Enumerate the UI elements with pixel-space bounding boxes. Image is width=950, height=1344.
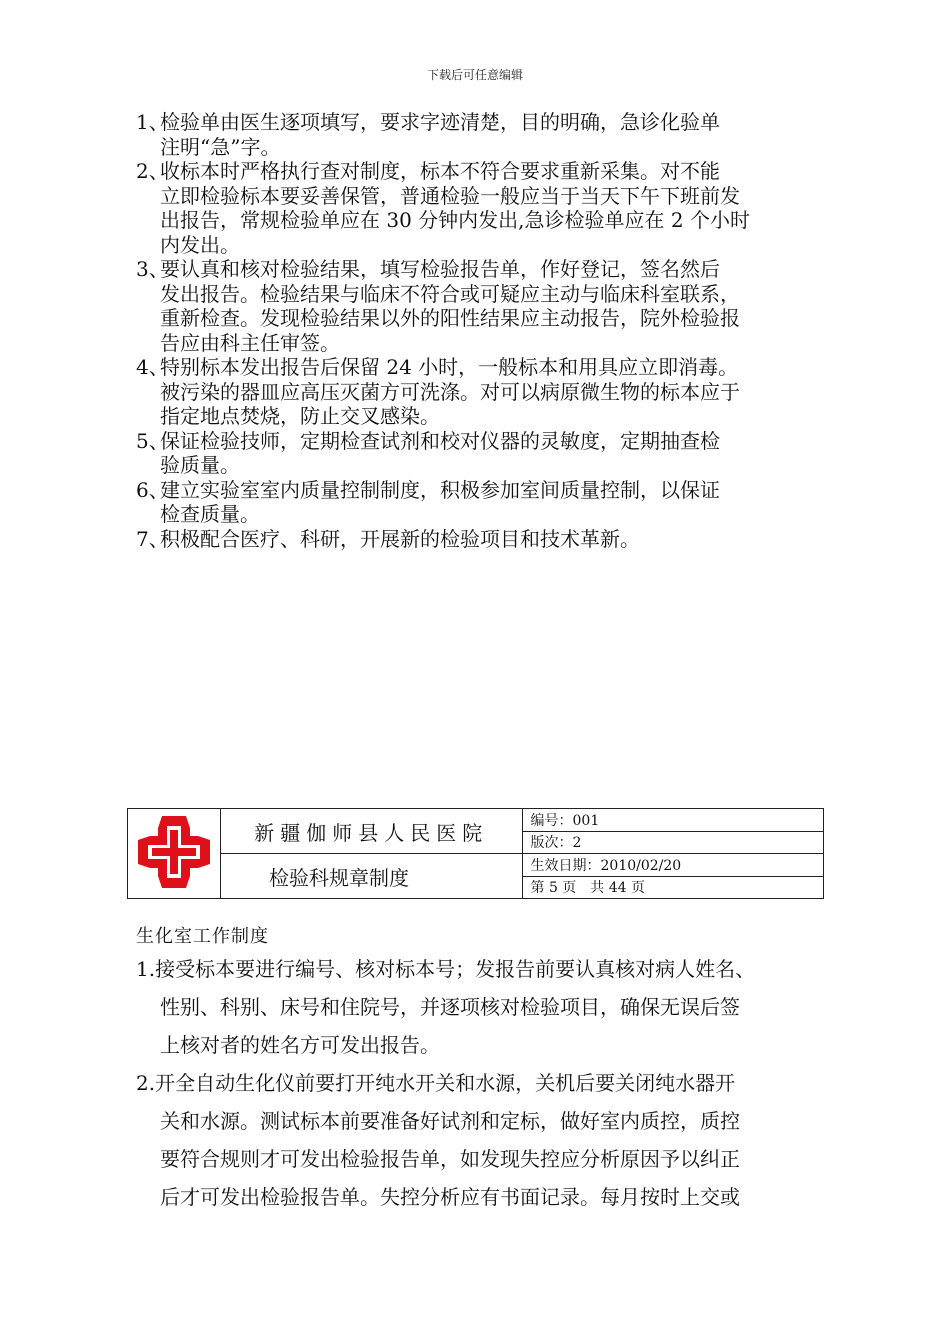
rule-item-5 [136, 429, 836, 478]
rule-number: 1、 [136, 110, 169, 134]
rule-text: 验质量。 [160, 453, 240, 477]
page-header-note: 下载后可任意编辑 [426, 68, 523, 82]
biochem-rule-item-1 [136, 950, 846, 1064]
rule-number: 7、 [136, 526, 169, 551]
rule-text: 检验单由医生逐项填写，要求字迹清楚，目的明确，急诊化验单 [160, 110, 720, 134]
rule-text: 关和水源。测试标本前要准备好试剂和定标，做好室内质控，质控 [160, 1109, 740, 1133]
rule-number: 1. [136, 957, 156, 981]
rule-text: 性别、科别、床号和住院号，并逐项核对检验项目，确保无误后签 [160, 995, 740, 1019]
effective-date: 生效日期：2010/02/20 [522, 854, 824, 877]
rule-number: 2. [136, 1071, 156, 1095]
rule-text: 立即检验标本要妥善保管，普通检验一般应当于当天下午下班前发 [160, 183, 740, 208]
rule-text: 出报告，常规检验单应在 30 分钟内发出,急诊检验单应在 2 个小时 [160, 208, 750, 232]
rule-text: 建立实验室室内质量控制制度，积极参加室间质量控制，以保证 [160, 477, 720, 502]
rule-text: 指定地点焚烧，防止交叉感染。 [160, 404, 440, 428]
rule-text: 注明“急”字。 [160, 134, 281, 159]
biochem-rule-item-2 [136, 1064, 846, 1216]
rule-text: 开全自动生化仪前要打开纯水开关和水源，关机后要关闭纯水器开 [155, 1071, 736, 1095]
department-title: 检验科规章制度 [221, 854, 523, 899]
rule-text: 后才可发出检验报告单。失控分析应有书面记录。每月按时上交或 [160, 1185, 740, 1209]
rule-number: 5、 [136, 428, 169, 453]
rule-item-4 [136, 355, 836, 429]
rule-text: 要符合规则才可发出检验报告单，如发现失控应分析原因予以纠正 [160, 1147, 740, 1171]
rule-text: 告应由科主任审签。 [160, 330, 340, 355]
rule-text: 检查质量。 [160, 502, 260, 526]
document-header-table [127, 808, 824, 899]
doc-code: 编号：001 [522, 809, 824, 832]
hospital-name: 新疆伽师县人民医院 [221, 809, 523, 854]
rule-number: 2、 [136, 159, 169, 183]
rule-number: 3、 [136, 257, 169, 281]
rule-text: 接受标本要进行编号、核对标本号；发报告前要认真核对病人姓名、 [155, 957, 756, 981]
rules-list [136, 110, 836, 551]
page-count: 第 5 页 共 44 页 [522, 876, 824, 899]
rule-text: 收标本时严格执行查对制度，标本不符合要求重新采集。对不能 [160, 159, 720, 183]
rule-text: 特别标本发出报告后保留 24 小时，一般标本和用具应立即消毒。 [160, 355, 739, 379]
rule-text: 要认真和核对检验结果，填写检验报告单，作好登记，签名然后 [160, 257, 720, 281]
rule-text: 重新检查。发现检验结果以外的阳性结果应主动报告，院外检验报 [160, 306, 740, 330]
biochem-rules-list [136, 950, 846, 1216]
rule-text: 保证检验技师，定期检查试剂和校对仪器的灵敏度，定期抽查检 [160, 428, 720, 453]
red-cross-logo-icon [134, 812, 214, 892]
rule-item-2 [136, 159, 836, 257]
hospital-logo-cell [128, 809, 221, 899]
rule-text: 上核对者的姓名方可发出报告。 [160, 1033, 440, 1057]
section-title: 生化室工作制度 [136, 926, 269, 947]
rule-item-1 [136, 110, 836, 159]
rule-text: 被污染的器皿应高压灭菌方可洗涤。对可以病原微生物的标本应于 [160, 379, 740, 404]
rule-text: 发出报告。检验结果与临床不符合或可疑应主动与临床科室联系， [160, 281, 740, 306]
rule-number: 6、 [136, 477, 169, 502]
rule-item-6 [136, 478, 836, 527]
rule-item-7 [136, 527, 836, 552]
rule-text: 内发出。 [160, 232, 240, 257]
doc-version: 版次：2 [522, 831, 824, 854]
rule-text: 积极配合医疗、科研，开展新的检验项目和技术革新。 [160, 526, 640, 551]
rule-item-3 [136, 257, 836, 355]
rule-number: 4、 [136, 355, 169, 379]
red-cross-center-horizontal [152, 848, 196, 856]
